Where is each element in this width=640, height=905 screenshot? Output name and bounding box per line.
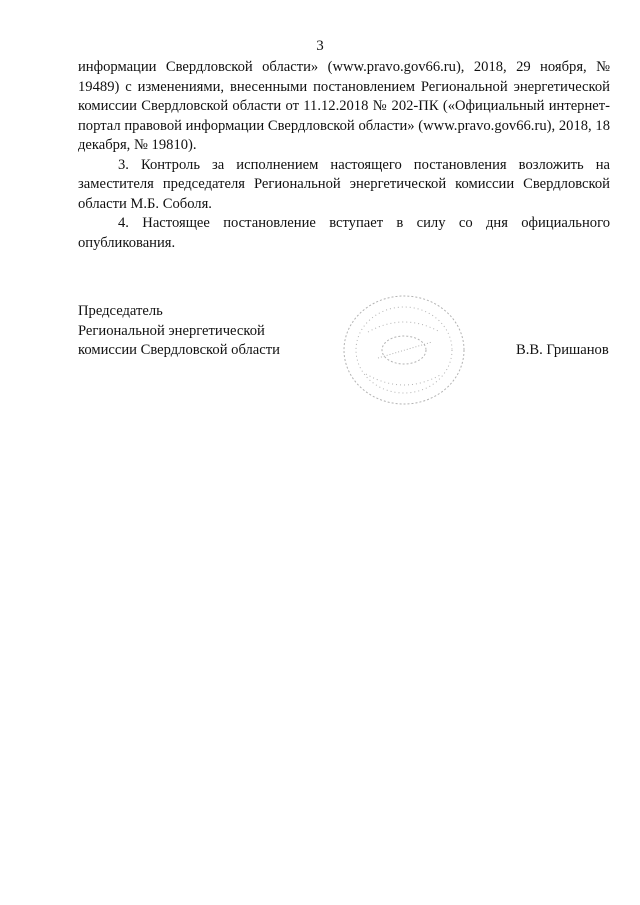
page-number: 3 [316,38,324,54]
signer-title-line-1: Председатель [78,303,163,319]
signer-title-line-3: комиссии Свердловской области [78,342,280,358]
signature-block [78,302,280,361]
paragraph-3: 3. Контроль за исполнением настоящего постановления возложить на заместителя председателя Региональной энергетической комиссии Свердловской области М.Б. Соболя. [78,156,610,212]
signer-title-line-2: Региональной энергетической [78,322,265,339]
paragraph-4: 4. Настоящее постановление вступает в силу со дня официального опубликования. [78,215,610,251]
paragraph-continuation: информации Свердловской области» (www.pravo.gov66.ru), 2018, 29 ноября, № 19489) с изменениями, внесенными постановлением Региональной энергетической комиссии Свердловской области от 11.12.2018 № 202-ПК («Официальный интернет-портал правовой информации Свердловской области» (www.pravo.gov66.ru), 2018, 18 декабря, № 19810). [78,59,610,153]
signer-name: В.В. Гришанов [516,342,609,358]
document-body [78,58,610,253]
seal-stamp-icon [338,292,468,410]
